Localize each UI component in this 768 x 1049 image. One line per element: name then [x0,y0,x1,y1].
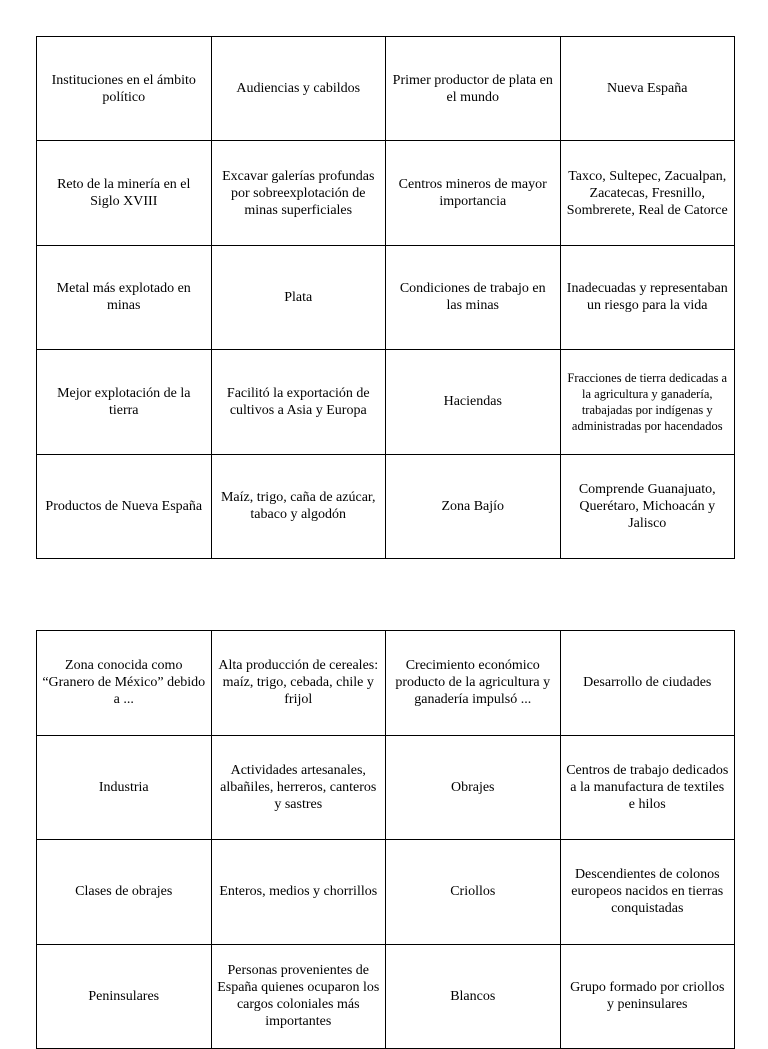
card-text: Zona conocida como “Granero de México” debido a ... [42,658,206,708]
card-text: Comprende Guanajuato, Querétaro, Michoacán y Jalisco [578,481,716,531]
card-cell [37,350,212,454]
card-text: Primer productor de plata en el mundo [392,72,553,105]
card-text: Actividades artesanales, albañiles, herreros, canteros y sastres [220,762,377,812]
card-cell [211,735,386,840]
card-cell [560,245,735,349]
card-text: Clases de obrajes [75,884,173,900]
card-text: Descendientes de colonos europeos nacidos en tierras conquistadas [571,867,724,917]
card-cell [211,840,386,945]
card-text: Grupo formado por criollos y peninsulares [570,980,725,1013]
card-text: Excavar galerías profundas por sobreexplotación de minas superficiales [222,168,375,218]
card-cell [211,37,386,141]
table-row [37,840,735,945]
card-cell [560,631,735,736]
table-row [37,245,735,349]
table-row [37,37,735,141]
card-text: Taxco, Sultepec, Zacualpan, Zacatecas, Fresnillo, Sombrerete, Real de Catorce [566,168,728,218]
card-cell [386,840,561,945]
card-text: Inadecuadas y representaban un riesgo para la vida [566,281,728,314]
card-text: Crecimiento económico producto de la agricultura y ganadería impulsó ... [395,658,551,708]
card-text: Metal más explotado en minas [56,281,191,314]
card-text: Condiciones de trabajo en las minas [399,281,546,314]
card-cell [211,454,386,558]
card-cell [560,454,735,558]
card-text: Instituciones en el ámbito político [51,72,196,105]
card-text: Facilitó la exportación de cultivos a Asia y Europa [226,385,370,418]
card-cell [37,735,212,840]
table-row [37,350,735,454]
table-row [37,141,735,245]
card-cell [386,245,561,349]
card-cell [560,840,735,945]
card-text: Reto de la minería en el Siglo XVIII [57,177,191,210]
card-text: Alta producción de cereales: maíz, trigo, cebada, chile y frijol [218,658,379,708]
card-cell [560,350,735,454]
card-cell [560,37,735,141]
card-cell [560,141,735,245]
card-cell [211,141,386,245]
card-text: Centros mineros de mayor importancia [398,177,547,210]
card-grid-1 [36,36,735,559]
card-cell [37,631,212,736]
card-cell [560,944,735,1049]
card-cell [386,37,561,141]
card-cell [386,141,561,245]
card-text: Enteros, medios y chorrillos [219,884,378,900]
table-row [37,631,735,736]
card-cell [37,454,212,558]
card-cell [560,735,735,840]
card-text: Blancos [450,988,496,1004]
card-cell [386,631,561,736]
card-text: Peninsulares [88,988,160,1004]
card-cell [37,245,212,349]
table-row [37,944,735,1049]
table-row [37,735,735,840]
card-text: Criollos [450,884,496,900]
card-cell [37,37,212,141]
card-text: Personas provenientes de España quienes ocuparon los cargos coloniales más importantes [217,963,380,1030]
card-cell [211,944,386,1049]
card-cell [386,944,561,1049]
table-row [37,454,735,558]
card-text: Productos de Nueva España [45,498,203,514]
card-text: Fracciones de tierra dedicadas a la agricultura y ganadería, trabajadas por indígenas y administradas por hacendados [567,370,728,433]
card-cell [37,944,212,1049]
card-text: Centros de trabajo dedicados a la manufactura de textiles e hilos [566,762,729,812]
card-cell [386,454,561,558]
card-cell [37,840,212,945]
card-text: Obrajes [450,779,495,795]
card-cell [211,631,386,736]
card-grid-2 [36,630,735,1049]
card-cell [211,350,386,454]
card-text: Desarrollo de ciudades [583,675,712,691]
card-cell [211,245,386,349]
card-text: Haciendas [443,394,502,410]
card-text: Maíz, trigo, caña de azúcar, tabaco y algodón [220,490,376,523]
card-cell [386,350,561,454]
card-text: Mejor explotación de la tierra [57,385,191,418]
card-cell [37,141,212,245]
card-text: Plata [284,289,313,305]
card-cell [386,735,561,840]
card-text: Audiencias y cabildos [236,81,361,97]
card-text: Industria [98,779,149,795]
card-text: Zona Bajío [441,498,505,514]
card-text: Nueva España [607,81,688,97]
